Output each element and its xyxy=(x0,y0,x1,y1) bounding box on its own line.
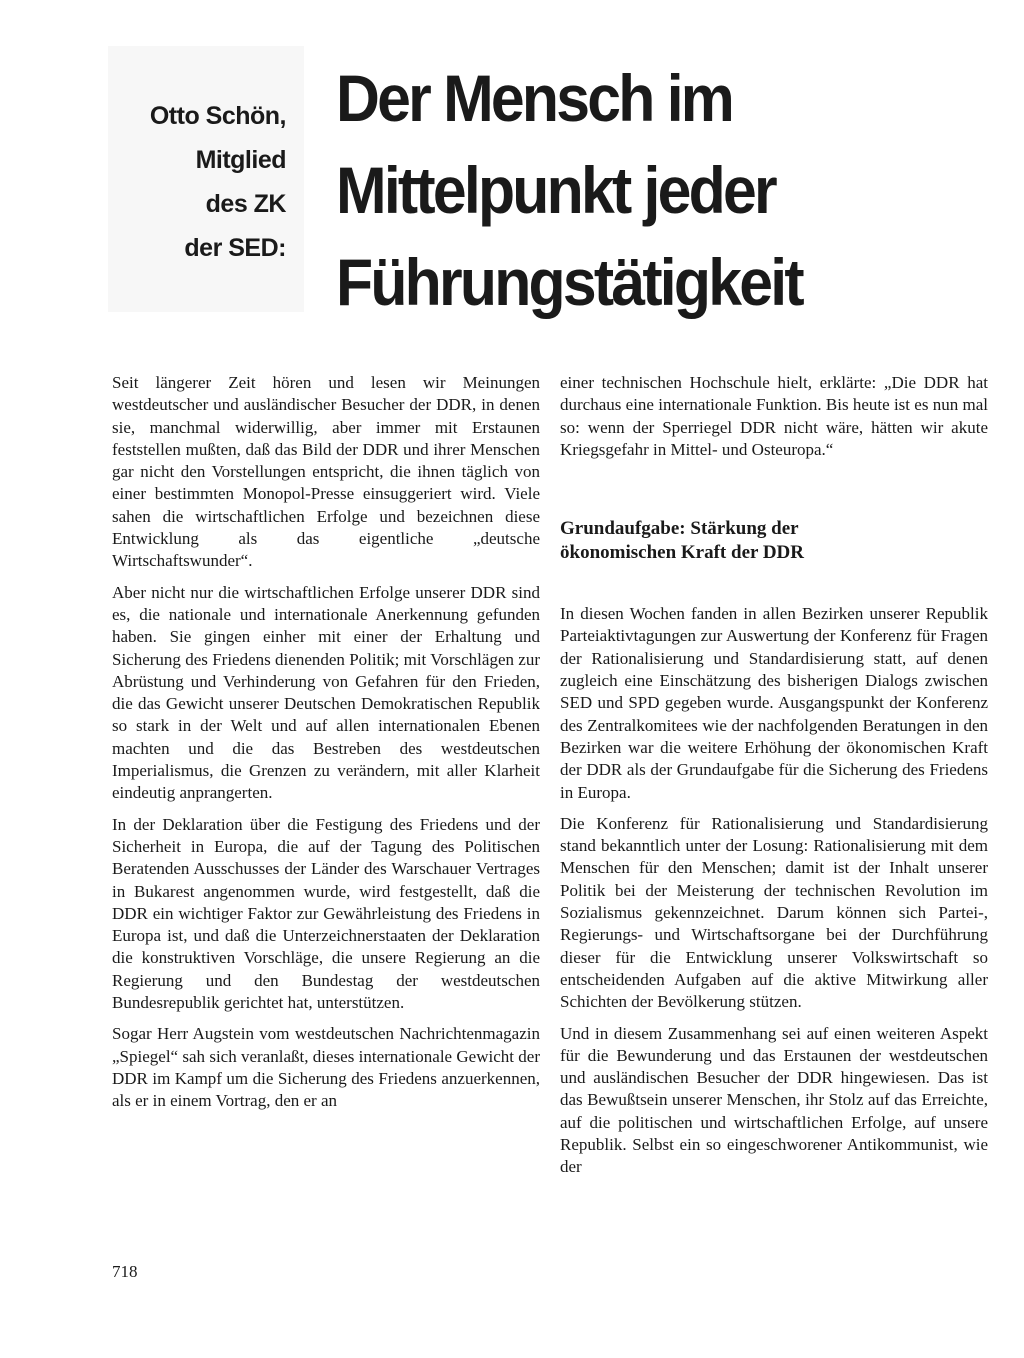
body-paragraph: In der Deklaration über die Festigung des Friedens und der Sicherheit in Europa, die auf der Tagung des Politischen Beratenden Ausschusses der Länder des Warschauer Vertrages in Bukarest angenommen wurde, wird festgestellt, daß die DDR ein wichtiger Faktor zur Gewährleistung des Friedens in Europa ist, und daß die Unterzeichnerstaaten der Deklaration die konstruktiven Vorschläge, die unsere Regierung an die Regierung und den Bundestag der westdeutschen Bundesrepublik gerichtet hat, unterstützen. xyxy=(112,814,540,1013)
page-number: 718 xyxy=(112,1262,138,1281)
body-paragraph: einer technischen Hochschule hielt, erklärte: „Die DDR hat durchaus eine internationale Funktion. Bis heute ist es nun mal so: wenn der Sperriegel DDR nicht wäre, hätten wir akute Kriegsgefahr in Mittel- und Osteuropa.“ xyxy=(560,373,988,459)
body-paragraph: Sogar Herr Augstein vom westdeutschen Nachrichtenmagazin „Spiegel“ sah sich veranlaßt, dieses internationale Gewicht der DDR im Kampf um die Sicherung des Friedens anzuerkennen, als er in einem Vortrag, den er an xyxy=(112,1024,540,1111)
byline-line: Otto Schön, xyxy=(149,102,286,130)
body-paragraph: In diesen Wochen fanden in allen Bezirken unserer Republik Parteiaktivtagungen zur Auswertung der Konferenz für Fragen der Rationalisierung und Standardisierung statt, auf denen zugleich eine Einschätzung des bisherigen Dialogs zwischen SED und SPD gegeben wurde. Ausgangspunkt der Konferenz des Zentralkomitees wie der nachfolgenden Beratungen in den Bezirken war die weitere Erhöhung der ökonomischen Kraft der DDR als der Grundaufgabe für die Sicherung des Friedens in Europa. xyxy=(560,604,988,802)
right-text-column xyxy=(560,372,988,1188)
headline-line: Der Mensch im xyxy=(336,61,733,135)
body-paragraph: Die Konferenz für Rationalisierung und Standardisierung stand bekanntlich unter der Losung: Rationalisierung mit dem Menschen für den Menschen; damit ist der Inhalt unserer Politik bei der Meisterung der technischen Revolution im Sozialismus gekennzeichnet. Darum können sich Partei-, Regierungs- und Wirtschaftsorgane bei der Durchführung dieser für die Entwicklung unserer Volkswirtschaft so entscheidenden Aufgaben auf die aktive Mitwirkung aller Schichten der Bevölkerung stützen. xyxy=(560,813,988,1012)
body-paragraph: Und in diesem Zusammenhang sei auf einen weiteren Aspekt für die Bewunderung und das Erstaunen der westdeutschen und ausländischen Besucher der DDR hingewiesen. Das ist das Bewußtsein unserer Menschen, ihr Stolz auf das Erreichte, auf die politischen und wirtschaftlichen Erfolge, auf unsere Republik. Selbst ein so eingeschworener Antikommunist, wie der xyxy=(560,1023,988,1177)
body-paragraph: Seit längerer Zeit hören und lesen wir Meinungen westdeutscher und ausländischer Besucher der DDR, in denen sie, manchmal widerwillig, aber immer mit Erstaunen feststellen mußten, daß das Bild der DDR und ihrer Menschen gar nicht den Vorstellungen entspricht, die ihnen täglich von einer bestimmten Monopol-Presse einsuggeriert wird. Viele sahen die wirtschaftlichen Erfolge und bezeichnen diese Entwicklung als das eigentliche „deutsche Wirtschaftswunder“. xyxy=(112,373,540,571)
left-text-column xyxy=(112,372,540,1122)
body-paragraph: Aber nicht nur die wirtschaftlichen Erfolge unserer DDR sind es, die nationale und internationale Anerkennung gefunden haben. Sie gingen einher mit einer der Erhaltung und Sicherung des Friedens dienenden Politik; mit Vorschlägen zur Abrüstung und Verhinderung von Gefahren für den Frieden, die das Gewicht unserer Deutschen Demokratischen Republik so stark in der Welt und auf allen internationalen Ebenen machten und die das Bestreben des westdeutschen Imperialismus, die Grenzen zu verändern, mit aller Klarheit eindeutig anprangerten. xyxy=(112,582,540,803)
byline-line: Mitglied xyxy=(195,146,286,174)
headline-line: Führungstätigkeit xyxy=(336,245,802,319)
headline-line: Mittelpunkt jeder xyxy=(336,153,775,227)
byline-line: der SED: xyxy=(184,234,286,262)
author-byline-box xyxy=(108,46,304,312)
byline-line: des ZK xyxy=(205,190,286,218)
subheading-line: ökonomischen Kraft der DDR xyxy=(560,542,805,564)
subheading-line: Grundaufgabe: Stärkung der xyxy=(560,518,799,540)
article-headline xyxy=(336,52,906,328)
section-subheading xyxy=(560,517,988,565)
